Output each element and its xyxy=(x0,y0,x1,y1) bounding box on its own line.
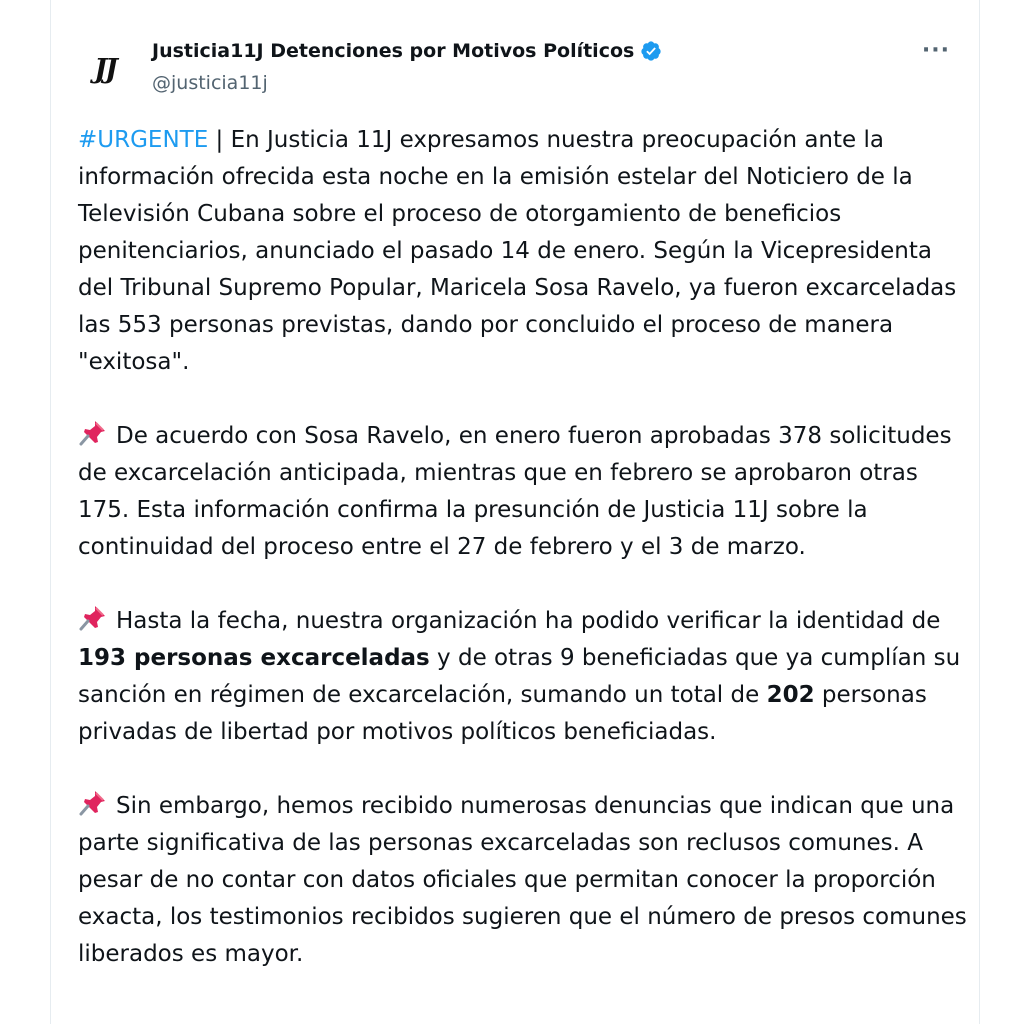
avatar-logo: JJ xyxy=(94,53,116,85)
paragraph-3-bold-a: 193 personas excarceladas xyxy=(78,645,430,671)
hashtag-link[interactable]: #URGENTE xyxy=(78,127,209,153)
tweet-paragraph-2 xyxy=(78,418,968,566)
verified-badge-icon[interactable] xyxy=(640,40,662,62)
tweet-text xyxy=(78,122,968,1010)
display-name[interactable]: Justicia11J Detenciones por Motivos Políticos xyxy=(152,40,635,62)
paragraph-3-text-c: personas privadas de libertad por motivos políticos beneficiadas. xyxy=(78,682,927,745)
tweet-card xyxy=(50,0,980,1024)
tweet-paragraph-3 xyxy=(78,603,968,751)
tweet-paragraph-1 xyxy=(78,122,968,381)
avatar[interactable] xyxy=(78,42,132,96)
tweet-paragraph-4 xyxy=(78,788,968,973)
display-name-row[interactable] xyxy=(152,40,662,62)
more-options-icon[interactable]: ··· xyxy=(921,38,950,63)
paragraph-1-text: | En Justicia 11J expresamos nuestra preocupación ante la información ofrecida esta noche en la emisión estelar del Noticiero de la Televisión Cubana sobre el proceso de otorgamiento de beneficios penitenciarios, anunciado el pasado 14 de enero. Según la Vicepresidenta del Tribunal Supremo Popular, Maricela Sosa Ravelo, ya fueron excarceladas las 553 personas previstas, dando por concluido el proceso de manera "exitosa". xyxy=(78,127,957,375)
pushpin-icon xyxy=(78,419,108,447)
pushpin-icon xyxy=(78,604,108,632)
paragraph-3-text-a: Hasta la fecha, nuestra organización ha podido verificar la identidad de xyxy=(116,608,941,634)
tweet-header xyxy=(78,36,959,106)
paragraph-4-text: Sin embargo, hemos recibido numerosas denuncias que indican que una parte significativa de las personas excarceladas son reclusos comunes. A pesar de no contar con datos oficiales que permitan conocer la proporción exacta, los testimonios recibidos sugieren que el número de presos comunes liberados es mayor. xyxy=(78,793,967,967)
pushpin-icon xyxy=(78,789,108,817)
paragraph-3-bold-b: 202 xyxy=(766,682,815,708)
paragraph-3-text-b: y de otras 9 beneficiadas que ya cumplían su sanción en régimen de excarcelación, sumando un total de xyxy=(78,645,961,708)
account-handle[interactable]: @justicia11j xyxy=(152,72,268,94)
paragraph-2-text: De acuerdo con Sosa Ravelo, en enero fueron aprobadas 378 solicitudes de excarcelación anticipada, mientras que en febrero se aprobaron otras 175. Esta información confirma la presunción de Justicia 11J sobre la continuidad del proceso entre el 27 de febrero y el 3 de marzo. xyxy=(78,423,952,560)
